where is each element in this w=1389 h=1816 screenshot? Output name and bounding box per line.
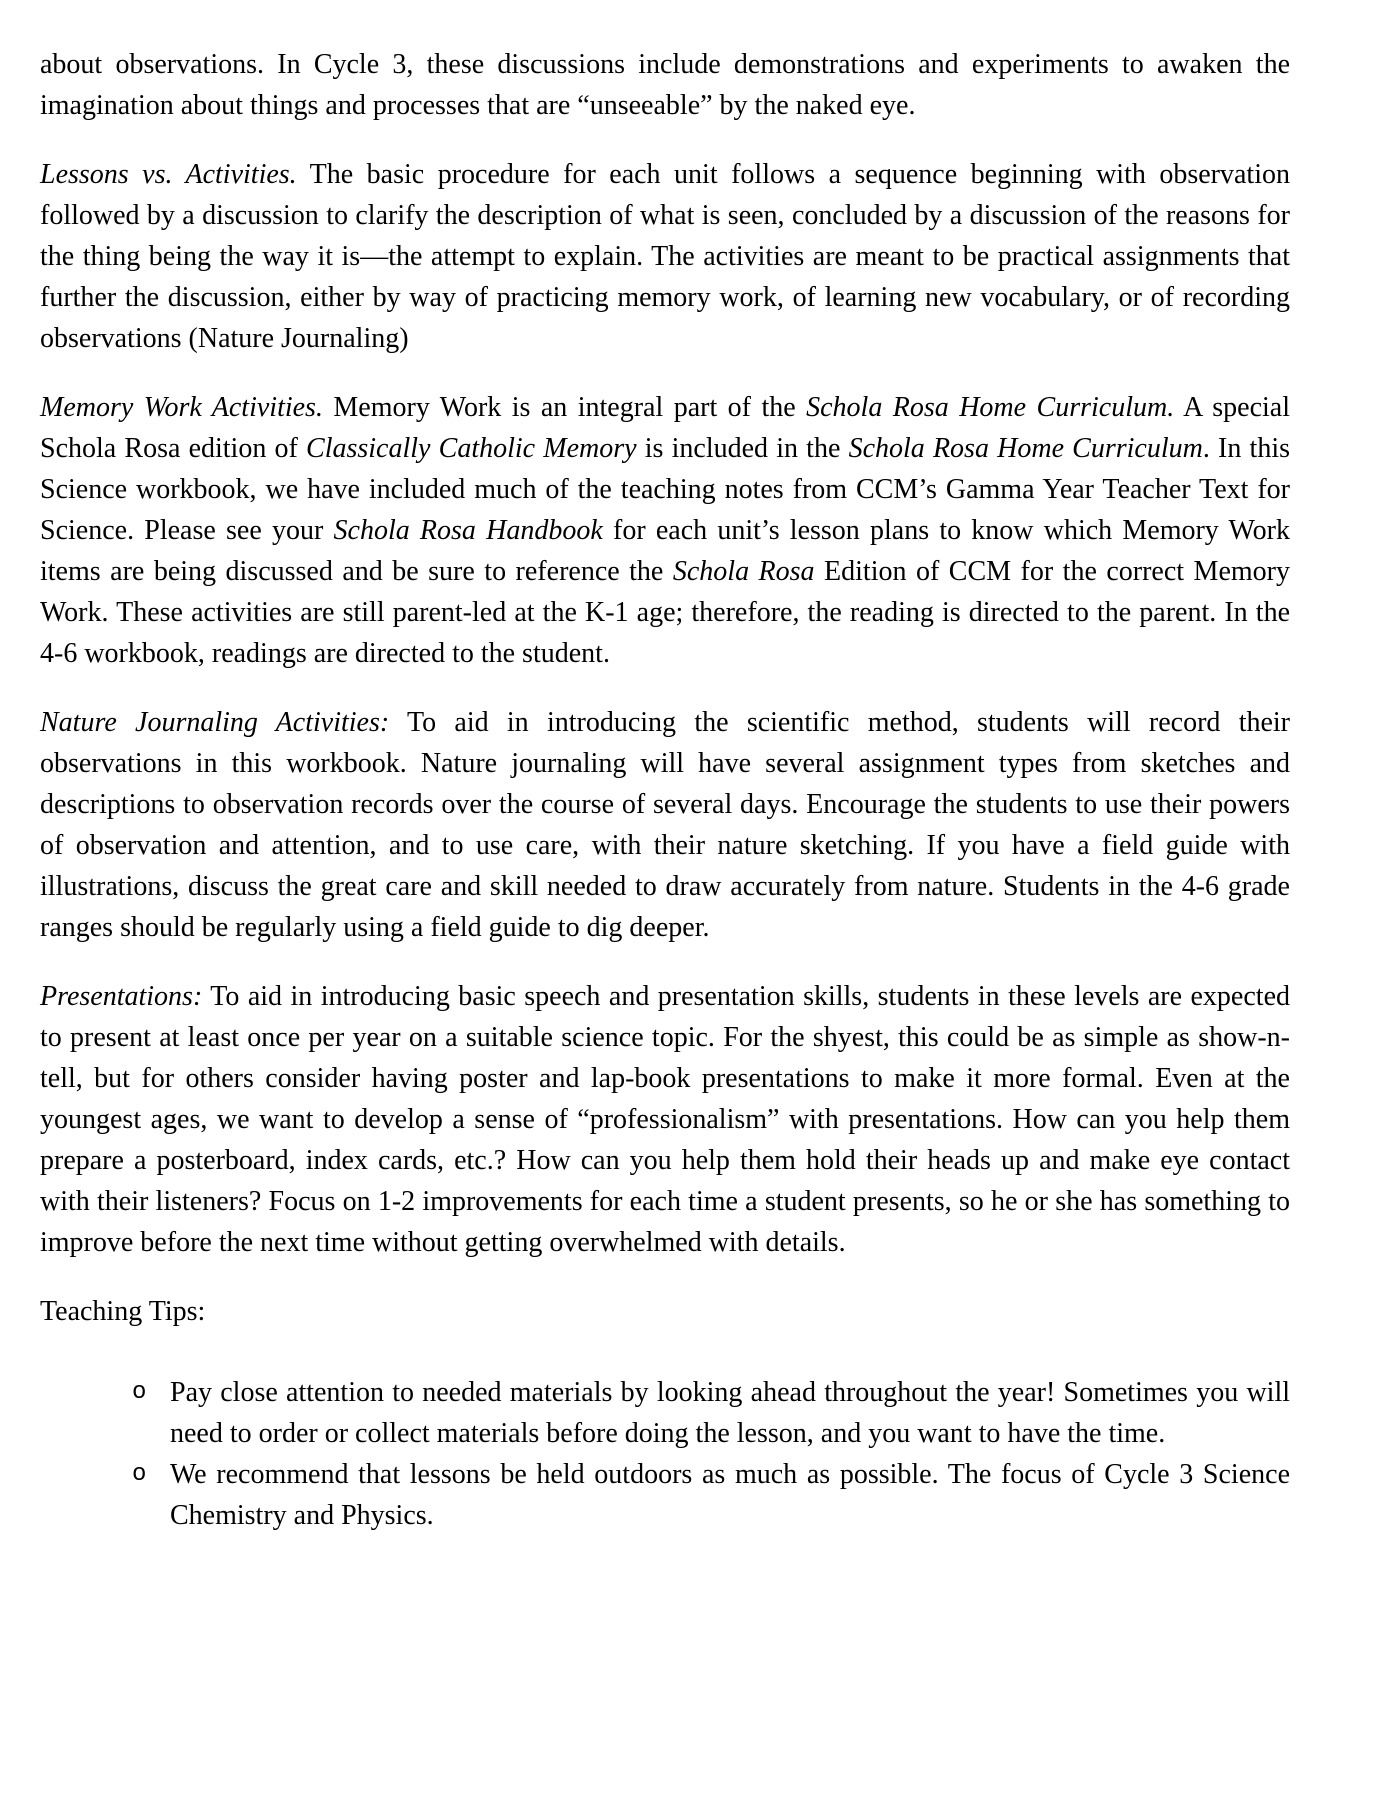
text-run: . In this Science workbook, we have included much of the teaching notes from CCM’s Gamma Year Teacher Text for Science. Please see your <box>40 433 1290 546</box>
italic-run: Nature Journaling Activities: <box>40 707 390 738</box>
paragraph-cycle3-observations <box>40 44 1290 126</box>
italic-run: Schola Rosa Home Curriculum <box>848 433 1203 464</box>
italic-run: Schola Rosa Handbook <box>333 515 603 546</box>
paragraph-nature-journaling-activities <box>40 702 1290 948</box>
text-run: Memory Work is an integral part of the <box>322 392 807 423</box>
teaching-tip-item <box>40 1454 1290 1536</box>
text-run: for each unit’s lesson plans to know which Memory Work items are being discussed and be sure to reference the <box>40 515 1291 587</box>
text-run: is included in the <box>636 433 849 464</box>
italic-run: Schola Rosa <box>672 556 815 587</box>
teaching-tip-item <box>40 1372 1290 1454</box>
text-run: about observations. In Cycle 3, these discussions include demonstrations and experiments to awaken the imagination about things and processes that are “unseeable” by the naked eye. <box>40 49 1290 121</box>
italic-run: Presentations: <box>40 981 203 1012</box>
paragraph-presentations <box>40 976 1290 1263</box>
body-paragraphs <box>40 44 1290 1263</box>
teaching-tips-list <box>40 1372 1290 1536</box>
text-run: To aid in introducing basic speech and presentation skills, students in these levels are expected to present at least once per year on a suitable science topic. For the shyest, this could be as simple as show-n-tell, but for others consider having poster and lap-book presentations to make it more formal. Even at the youngest ages, we want to develop a sense of “professionalism” with presentations. How can you help them prepare a posterboard, index cards, etc.? How can you help them hold their heads up and make eye contact with their listeners? Focus on 1-2 improvements for each time a student presents, so he or she has something to improve before the next time without getting overwhelmed with details. <box>40 981 1290 1258</box>
text-run: The basic procedure for each unit follows a sequence beginning with observation followed by a discussion to clarify the description of what is seen, concluded by a discussion of the reasons for the thing being the way it is—the attempt to explain. The activities are meant to be practical assignments that further the discussion, either by way of practicing memory work, of learning new vocabulary, or of recording observations (Nature Journaling) <box>40 159 1290 354</box>
paragraph-lessons-vs-activities <box>40 154 1290 359</box>
italic-run: Memory Work Activities. <box>40 392 323 423</box>
tip-text: We recommend that lessons be held outdoors as much as possible. The focus of Cycle 3 Science Chemistry and Physics. <box>170 1459 1290 1531</box>
paragraph-memory-work-activities <box>40 387 1290 674</box>
text-run: To aid in introducing the scientific method, students will record their observations in this workbook. Nature journaling will have several assignment types from sketches and descriptions to observation records over the course of several days. Encourage the students to use their powers of observation and attention, and to use care, with their nature sketching. If you have a field guide with illustrations, discuss the great care and skill needed to draw accurately from nature. Students in the 4-6 grade ranges should be regularly using a field guide to dig deeper. <box>40 707 1291 943</box>
text-run: Edition of CCM for the correct Memory Work. These activities are still parent-led at the K-1 age; therefore, the reading is directed to the parent. In the 4-6 workbook, readings are directed to the student. <box>40 556 1290 669</box>
teaching-tips-heading: Teaching Tips: <box>40 1296 206 1327</box>
bullet-circle-icon: o <box>132 1461 147 1488</box>
text-run: A special Schola Rosa edition of <box>40 392 1290 464</box>
italic-run: Lessons vs. Activities. <box>40 159 297 190</box>
tip-text: Pay close attention to needed materials by looking ahead throughout the year! Sometimes you will need to order or collect materials before doing the lesson, and you want to have the time. <box>170 1377 1290 1449</box>
bullet-circle-icon: o <box>132 1379 147 1406</box>
italic-run: Schola Rosa Home Curriculum. <box>806 392 1175 423</box>
italic-run: Classically Catholic Memory <box>306 433 637 464</box>
